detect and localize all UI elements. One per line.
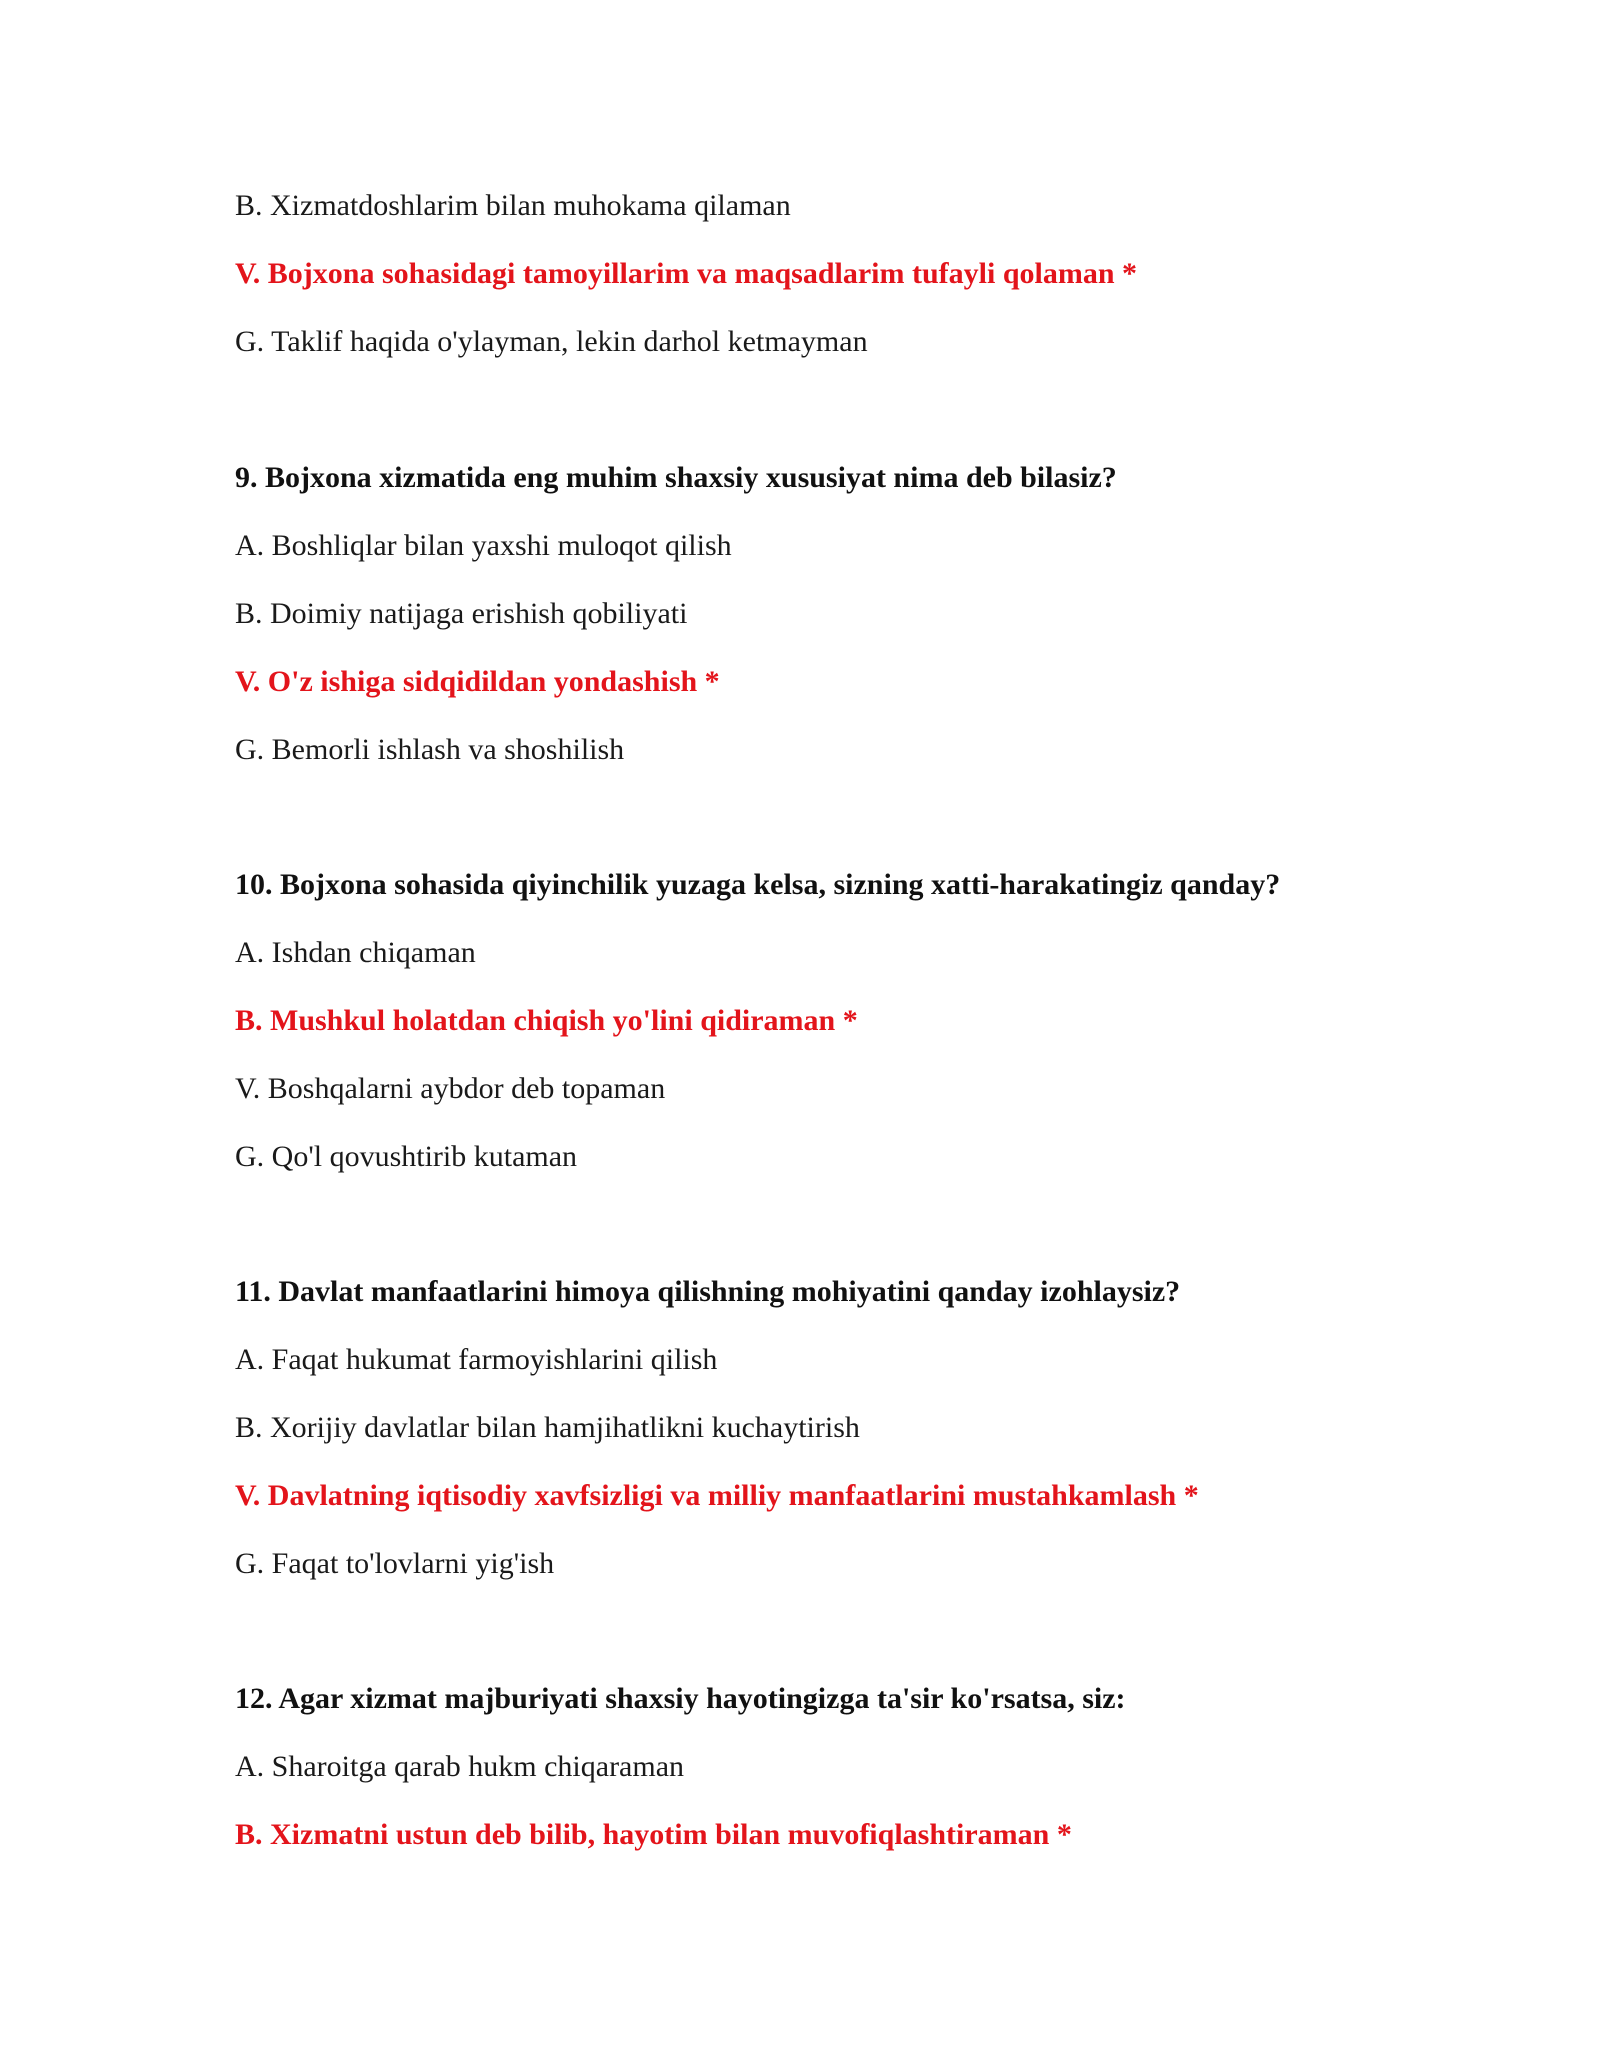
correct-answer-option: B. Mushkul holatdan chiqish yo'lini qidiraman * bbox=[235, 1004, 858, 1037]
answer-option: B. Xizmatdoshlarim bilan muhokama qilaman bbox=[235, 189, 791, 222]
question-heading: 12. Agar xizmat majburiyati shaxsiy hayotingizga ta'sir ko'rsatsa, siz: bbox=[235, 1682, 1126, 1715]
answer-option: V. Boshqalarni aybdor deb topaman bbox=[235, 1072, 666, 1105]
answer-option: B. Xorijiy davlatlar bilan hamjihatlikni kuchaytirish bbox=[235, 1411, 860, 1444]
question-heading: 11. Davlat manfaatlarini himoya qilishning mohiyatini qanday izohlaysiz? bbox=[235, 1275, 1181, 1308]
answer-option: G. Bemorli ishlash va shoshilish bbox=[235, 733, 625, 766]
answer-option: A. Ishdan chiqaman bbox=[235, 936, 476, 969]
correct-answer-option: V. Davlatning iqtisodiy xavfsizligi va milliy manfaatlarini mustahkamlash * bbox=[235, 1479, 1199, 1512]
answer-option: G. Taklif haqida o'ylayman, lekin darhol ketmayman bbox=[235, 325, 868, 358]
correct-answer-option: V. Bojxona sohasidagi tamoyillarim va maqsadlarim tufayli qolaman * bbox=[235, 257, 1138, 290]
correct-answer-option: B. Xizmatni ustun deb bilib, hayotim bilan muvofiqlashtiraman * bbox=[235, 1818, 1072, 1851]
answer-option: A. Faqat hukumat farmoyishlarini qilish bbox=[235, 1343, 718, 1376]
answer-option: A. Boshliqlar bilan yaxshi muloqot qilish bbox=[235, 529, 732, 562]
question-heading: 9. Bojxona xizmatida eng muhim shaxsiy xususiyat nima deb bilasiz? bbox=[235, 461, 1117, 494]
answer-option: A. Sharoitga qarab hukm chiqaraman bbox=[235, 1750, 685, 1783]
question-heading: 10. Bojxona sohasida qiyinchilik yuzaga kelsa, sizning xatti-harakatingiz qanday? bbox=[235, 868, 1281, 901]
correct-answer-option: V. O'z ishiga sidqidildan yondashish * bbox=[235, 665, 720, 698]
answer-option: B. Doimiy natijaga erishish qobiliyati bbox=[235, 597, 688, 630]
answer-option: G. Qo'l qovushtirib kutaman bbox=[235, 1140, 578, 1173]
answer-option: G. Faqat to'lovlarni yig'ish bbox=[235, 1547, 555, 1580]
